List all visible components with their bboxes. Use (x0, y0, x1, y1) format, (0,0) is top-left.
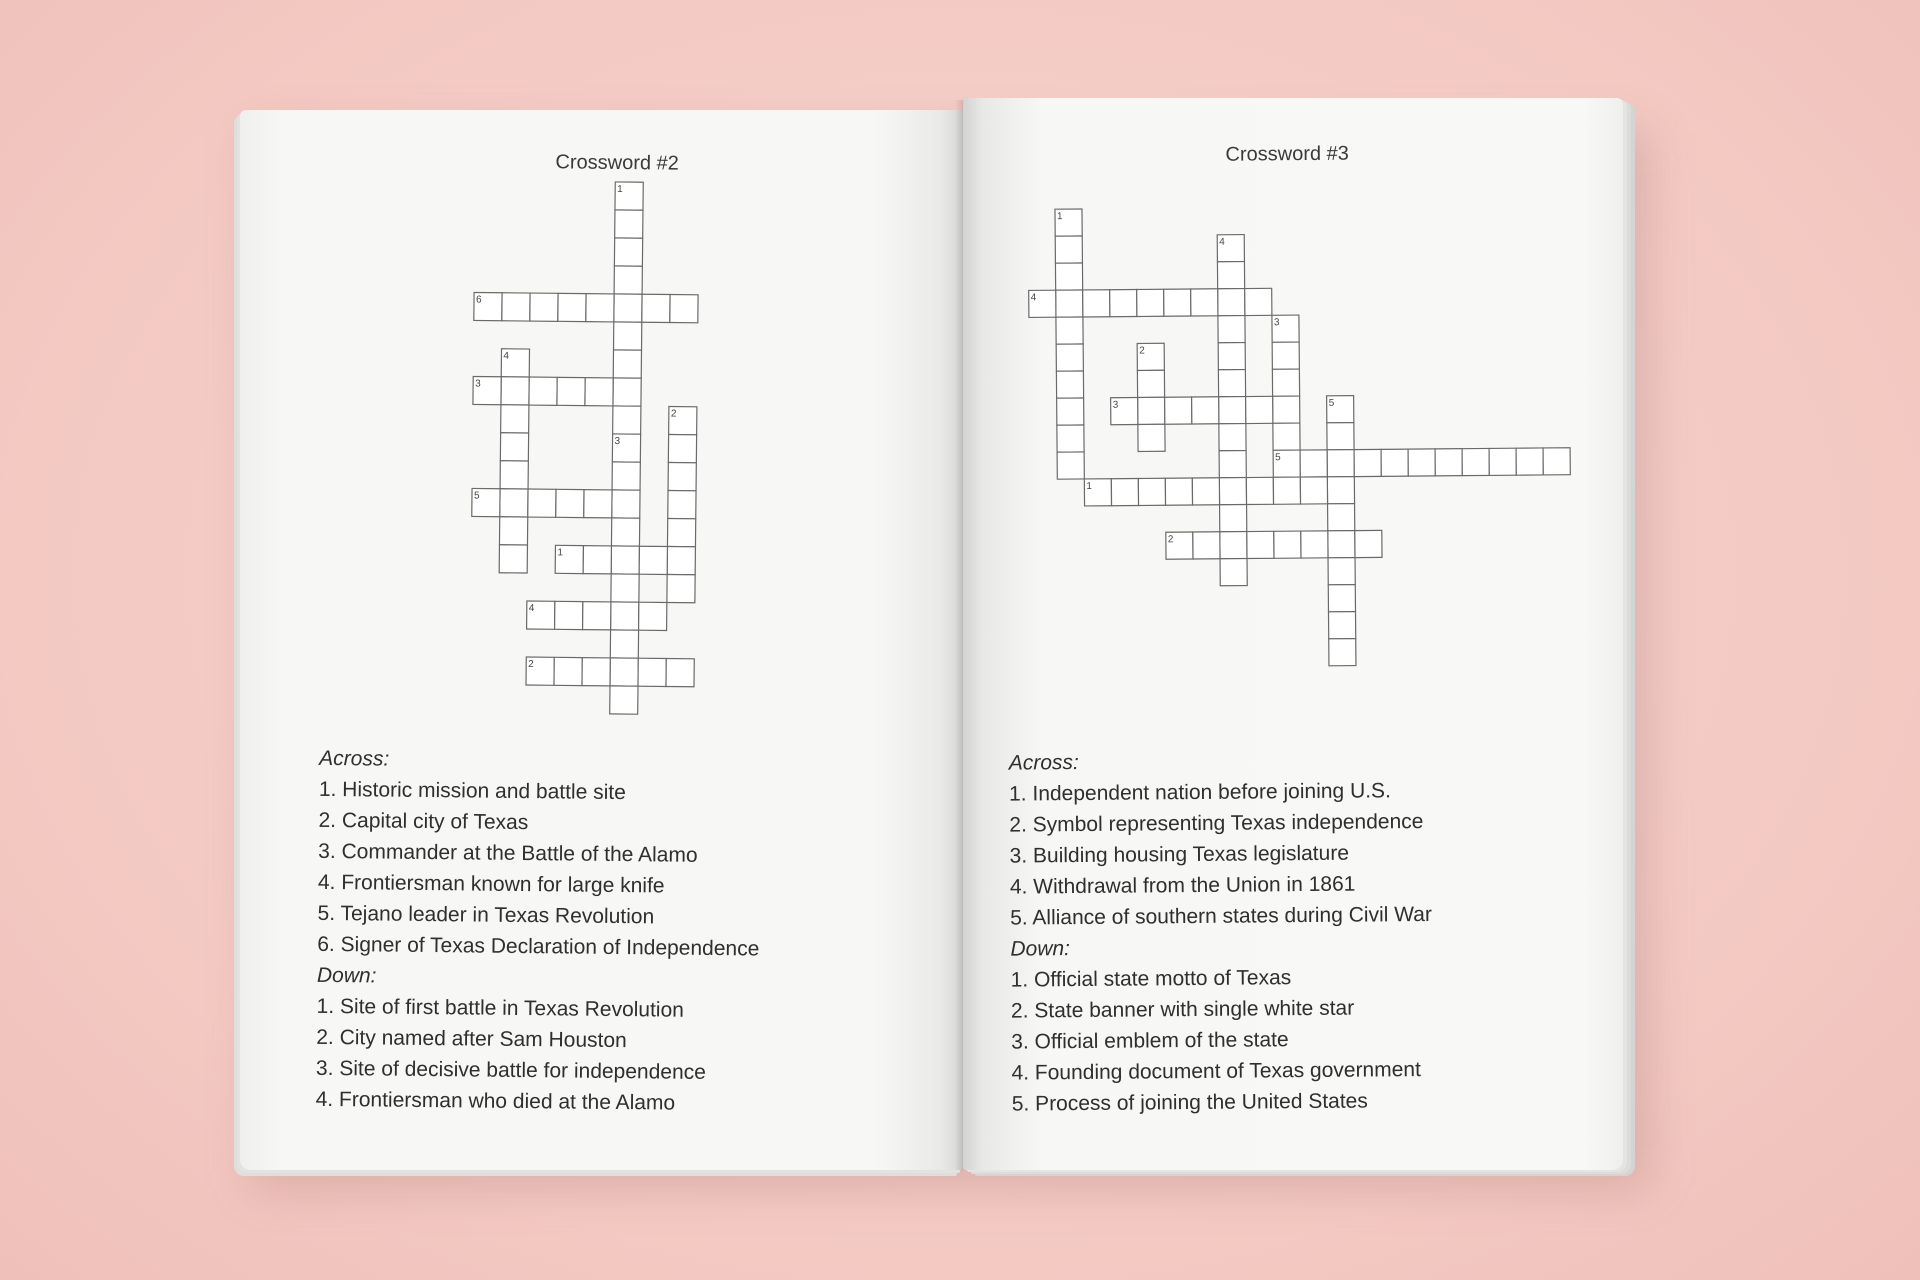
right-page-content (963, 98, 1623, 1170)
grid-cell (499, 545, 527, 573)
down-clue-2: 2. State banner with single white star (1010, 996, 1355, 1023)
down-heading: Down: (1010, 937, 1071, 961)
grid-cell (529, 377, 557, 405)
grid-cell (557, 377, 585, 405)
clue-number: 5 (1328, 397, 1335, 409)
across-clue-6: 6. Signer of Texas Declaration of Independence (317, 932, 760, 961)
grid-cell (1247, 531, 1274, 558)
clue-number: 6 (475, 294, 482, 306)
across-heading: Across: (1008, 751, 1079, 775)
grid-cell (1408, 449, 1435, 476)
grid-cell (1217, 262, 1244, 289)
clue-number: 4 (528, 603, 535, 615)
clue-number: 2 (670, 408, 677, 420)
clue-number: 4 (1219, 236, 1225, 248)
clue-number: 3 (614, 435, 621, 447)
grid-cell (586, 294, 614, 322)
grid-cell (1272, 342, 1299, 369)
clue-number: 3 (1273, 317, 1280, 329)
grid-cell (1218, 289, 1245, 316)
across-clue-1: 1. Independent nation before joining U.S. (1008, 779, 1391, 806)
grid-cell (1111, 478, 1138, 505)
grid-cell (610, 630, 638, 658)
down-clue-4: 4. Founding document of Texas government (1011, 1058, 1421, 1085)
clue-number: 1 (557, 547, 563, 559)
grid-cell (1219, 451, 1246, 478)
page-title: Crossword #2 (555, 151, 679, 175)
left-page (240, 110, 963, 1170)
grid-cell (1165, 397, 1192, 424)
clue-number: 4 (1030, 292, 1037, 304)
grid-cell (584, 490, 612, 518)
grid-cell (1138, 478, 1165, 505)
grid-cell (528, 489, 556, 517)
grid-cell (1056, 317, 1083, 344)
grid-cell (1138, 424, 1165, 451)
grid-cell (613, 406, 641, 434)
clue-number: 4 (503, 350, 510, 362)
down-clue-4: 4. Frontiersman who died at the Alamo (315, 1087, 676, 1115)
grid-cell (1083, 290, 1110, 317)
grid-cell (1354, 449, 1381, 476)
grid-cell (501, 377, 529, 405)
grid-cell (1219, 397, 1246, 424)
across-clue-5: 5. Alliance of southern states during Civil War (1010, 902, 1433, 930)
grid-cell (1057, 452, 1084, 479)
grid-cell (585, 378, 613, 406)
grid-cell (558, 293, 586, 321)
grid-cell (530, 293, 558, 321)
grid-cell (614, 238, 642, 266)
clue-number: 1 (617, 183, 623, 196)
grid-cell (1057, 398, 1084, 425)
grid-cell (610, 686, 638, 714)
grid-cell (1220, 505, 1247, 532)
grid-cell (1137, 370, 1164, 397)
grid-cell (1273, 477, 1300, 504)
down-clue-3: 3. Official emblem of the state (1011, 1028, 1289, 1054)
grid-cell (1300, 477, 1327, 504)
grid-cell (1300, 450, 1327, 477)
down-clue-3: 3. Site of decisive battle for independence (315, 1056, 707, 1084)
grid-cell (500, 489, 528, 517)
grid-cell (1220, 532, 1247, 559)
grid-cell (1219, 478, 1246, 505)
down-clue-5: 5. Process of joining the United States (1011, 1089, 1368, 1116)
grid-cell (666, 658, 694, 686)
grid-cell (668, 463, 696, 491)
grid-cell (1056, 371, 1083, 398)
grid-cell (1301, 531, 1328, 558)
grid-cell (668, 435, 696, 463)
grid-cell (1273, 423, 1300, 450)
grid-cell (1328, 612, 1355, 639)
down-clue-1: 1. Official state motto of Texas (1010, 966, 1292, 992)
grid-cell (615, 210, 643, 238)
clue-number: 5 (473, 490, 480, 502)
grid-cell (501, 405, 529, 433)
grid-cell (614, 322, 642, 350)
grid-cell (1220, 559, 1247, 586)
clue-number: 2 (1139, 345, 1145, 357)
grid-cell (582, 658, 610, 686)
grid-cell (1328, 558, 1355, 585)
grid-cell (556, 489, 584, 517)
grid-cell (1246, 396, 1273, 423)
grid-cell (639, 546, 667, 574)
across-clue-2: 2. Capital city of Texas (318, 808, 529, 835)
grid-cell (1137, 289, 1164, 316)
grid-cell (1192, 478, 1219, 505)
grid-cell (670, 295, 698, 323)
right-page (963, 98, 1623, 1170)
across-heading: Across: (319, 746, 390, 771)
grid-cell (1489, 448, 1516, 475)
grid-cell (1328, 585, 1355, 612)
grid-cell (611, 602, 639, 630)
clue-number: 2 (1167, 534, 1174, 546)
grid-cell (1435, 449, 1462, 476)
across-clue-2: 2. Symbol representing Texas independence (1009, 810, 1424, 837)
grid-cell (499, 517, 527, 545)
grid-cell (1164, 289, 1191, 316)
grid-cell (1327, 423, 1354, 450)
grid-cell (1191, 289, 1218, 316)
down-clue-2: 2. City named after Sam Houston (316, 1025, 627, 1053)
across-clue-5: 5. Tejano leader in Texas Revolution (317, 901, 655, 929)
grid-cell (583, 602, 611, 630)
clue-number: 2 (528, 659, 534, 671)
across-clue-3: 3. Commander at the Battle of the Alamo (318, 839, 698, 867)
across-clue-4: 4. Withdrawal from the Union in 1861 (1009, 872, 1356, 899)
across-clue-4: 4. Frontiersman known for large knife (317, 870, 665, 898)
grid-cell (642, 294, 670, 322)
clue-number: 1 (1086, 480, 1093, 492)
clue-list (1009, 744, 1434, 1120)
grid-cell (1218, 370, 1245, 397)
grid-cell (1055, 236, 1082, 263)
grid-cell (612, 490, 640, 518)
grid-cell (502, 293, 530, 321)
grid-cell (1274, 531, 1301, 558)
grid-cell (1218, 343, 1245, 370)
grid-cell (614, 294, 642, 322)
grid-cell (1273, 396, 1300, 423)
grid-cell (667, 574, 695, 602)
grid-cell (1329, 639, 1356, 666)
grid-cell (1516, 448, 1543, 475)
grid-cell (555, 601, 583, 629)
grid-cell (1381, 449, 1408, 476)
grid-cell (1056, 344, 1083, 371)
grid-cell (1219, 424, 1246, 451)
grid-cell (1056, 290, 1083, 317)
grid-cell (500, 461, 528, 489)
grid-cell (613, 378, 641, 406)
grid-cell (639, 602, 667, 630)
grid-cell (613, 350, 641, 378)
grid-cell (1055, 263, 1082, 290)
across-clue-3: 3. Building housing Texas legislature (1009, 841, 1350, 868)
grid-cell (612, 462, 640, 490)
grid-cell (554, 657, 582, 685)
clue-list (315, 743, 761, 1120)
grid-cell (1192, 397, 1219, 424)
grid-cell (668, 491, 696, 519)
grid-cell (1110, 289, 1137, 316)
grid-cell (611, 574, 639, 602)
grid-cell (610, 658, 638, 686)
grid-cell (1193, 532, 1220, 559)
page-title: Crossword #3 (1225, 142, 1349, 166)
grid-cell (1245, 288, 1272, 315)
grid-cell (1328, 531, 1355, 558)
grid-cell (611, 518, 639, 546)
grid-cell (638, 658, 666, 686)
left-page-content (240, 110, 963, 1170)
down-heading: Down: (316, 963, 377, 988)
grid-cell (1246, 477, 1273, 504)
grid-cell (1165, 478, 1192, 505)
grid-cell (1328, 504, 1355, 531)
grid-cell (614, 266, 642, 294)
clue-number: 5 (1275, 452, 1281, 464)
grid-cell (1327, 450, 1354, 477)
clue-number: 1 (1056, 211, 1063, 223)
grid-cell (667, 519, 695, 547)
grid-cell (667, 547, 695, 575)
grid-cell (1543, 448, 1570, 475)
grid-cell (1462, 448, 1489, 475)
down-clue-1: 1. Site of first battle in Texas Revolution (316, 994, 685, 1022)
grid-cell (500, 433, 528, 461)
grid-cell (611, 546, 639, 574)
clue-number: 3 (475, 378, 481, 390)
grid-cell (1327, 477, 1354, 504)
grid-cell (1057, 425, 1084, 452)
clue-number: 3 (1112, 399, 1119, 411)
grid-cell (583, 546, 611, 574)
grid-cell (1138, 397, 1165, 424)
grid-cell (1218, 316, 1245, 343)
grid-cell (1355, 530, 1382, 557)
grid-cell (1272, 369, 1299, 396)
across-clue-1: 1. Historic mission and battle site (318, 777, 626, 805)
